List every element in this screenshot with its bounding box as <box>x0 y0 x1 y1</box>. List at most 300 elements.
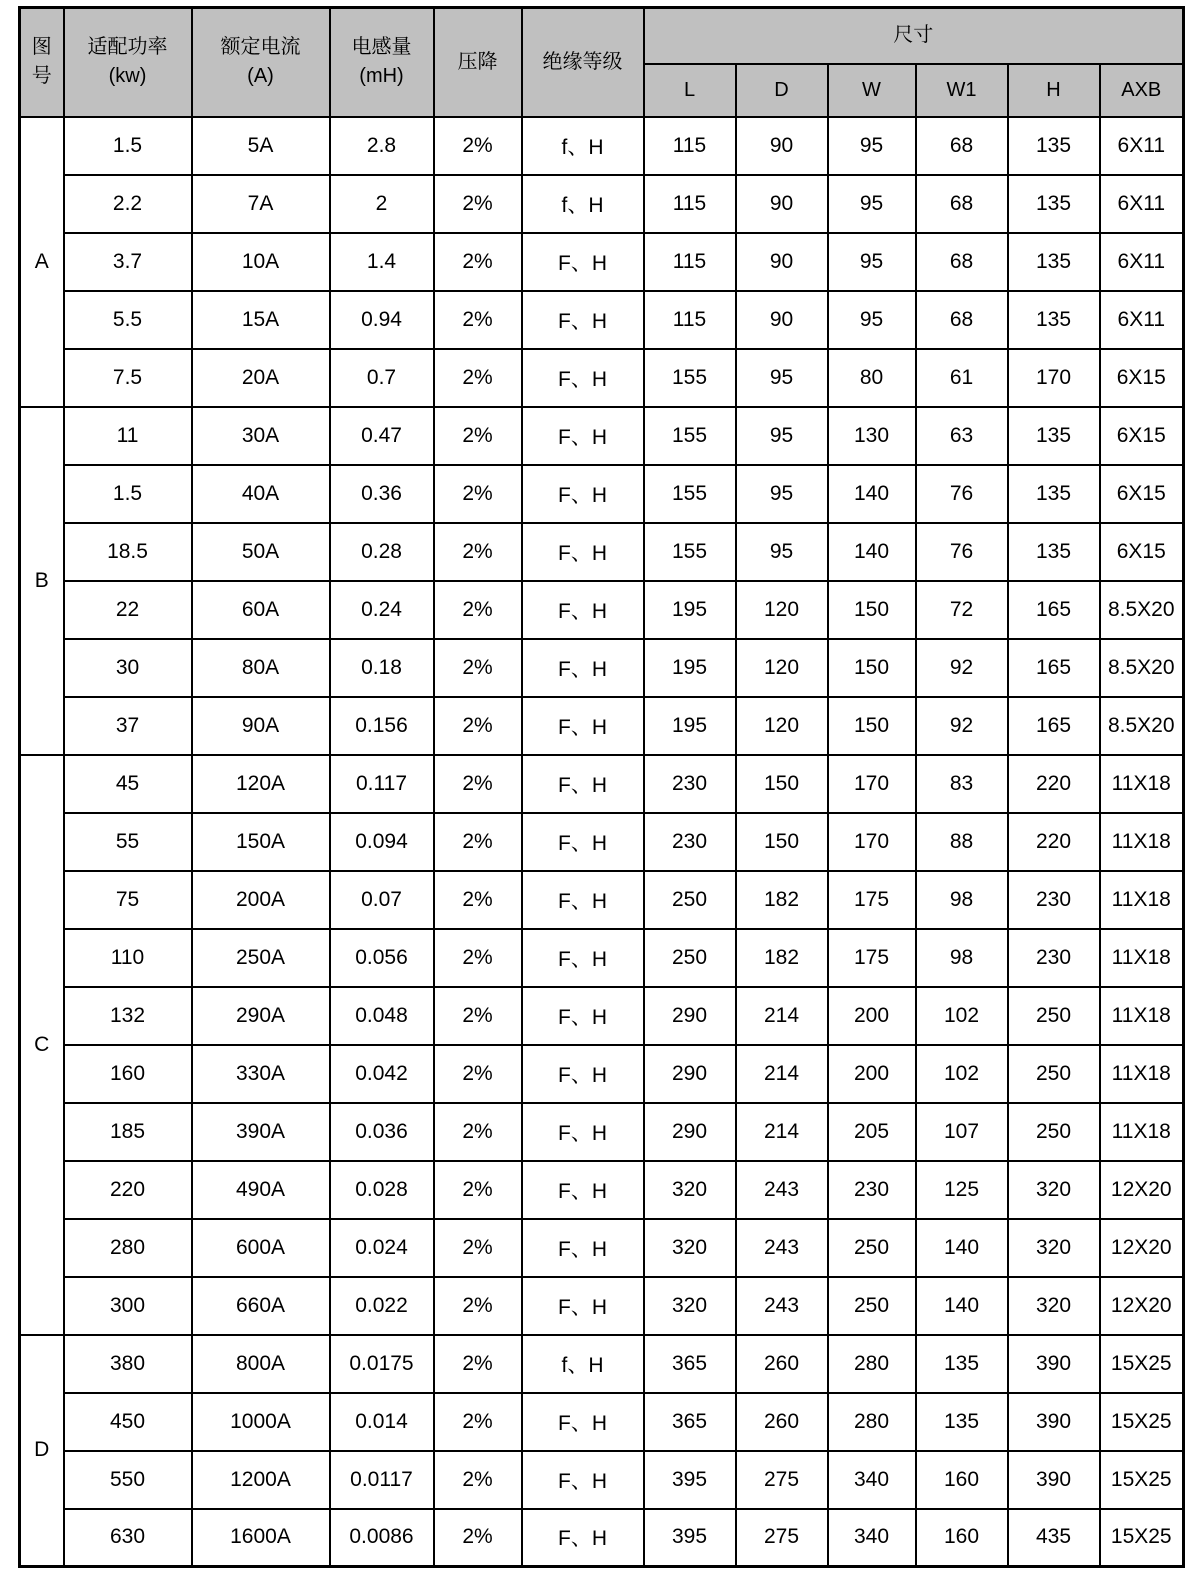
table-row <box>20 929 1184 987</box>
cell-voltage-drop: 2% <box>434 291 522 349</box>
cell-size-d: 214 <box>736 1103 828 1161</box>
cell-current: 1200A <box>192 1451 330 1509</box>
cell-insulation: F、H <box>522 697 644 755</box>
cell-voltage-drop: 2% <box>434 755 522 813</box>
col-header-current <box>192 8 330 117</box>
cell-size-axb: 6X15 <box>1100 465 1184 523</box>
cell-insulation: F、H <box>522 349 644 407</box>
cell-inductance: 0.024 <box>330 1219 434 1277</box>
cell-power: 5.5 <box>64 291 192 349</box>
figure-group-label: B <box>20 407 64 755</box>
table-row <box>20 1509 1184 1567</box>
col-header-size-d: D <box>736 64 828 117</box>
cell-power: 45 <box>64 755 192 813</box>
cell-size-w: 175 <box>828 929 916 987</box>
cell-current: 390A <box>192 1103 330 1161</box>
cell-size-l: 115 <box>644 117 736 175</box>
cell-size-w: 150 <box>828 639 916 697</box>
col-header-insulation: 绝缘等级 <box>522 8 644 117</box>
cell-size-axb: 11X18 <box>1100 871 1184 929</box>
cell-power: 1.5 <box>64 465 192 523</box>
cell-insulation: F、H <box>522 1277 644 1335</box>
cell-size-w1: 92 <box>916 697 1008 755</box>
cell-size-h: 390 <box>1008 1335 1100 1393</box>
cell-size-w: 140 <box>828 523 916 581</box>
cell-size-h: 320 <box>1008 1277 1100 1335</box>
cell-size-w1: 68 <box>916 291 1008 349</box>
table-row <box>20 117 1184 175</box>
table-row <box>20 697 1184 755</box>
cell-size-d: 150 <box>736 755 828 813</box>
cell-voltage-drop: 2% <box>434 175 522 233</box>
cell-power: 380 <box>64 1335 192 1393</box>
cell-size-w: 250 <box>828 1219 916 1277</box>
col-header-inductance <box>330 8 434 117</box>
cell-size-l: 115 <box>644 175 736 233</box>
cell-voltage-drop: 2% <box>434 233 522 291</box>
cell-voltage-drop: 2% <box>434 987 522 1045</box>
cell-current: 30A <box>192 407 330 465</box>
cell-size-l: 320 <box>644 1277 736 1335</box>
table-body <box>20 117 1184 1567</box>
col-header-size-w1: W1 <box>916 64 1008 117</box>
cell-insulation: F、H <box>522 755 644 813</box>
cell-size-h: 220 <box>1008 813 1100 871</box>
cell-size-w: 250 <box>828 1277 916 1335</box>
cell-power: 1.5 <box>64 117 192 175</box>
cell-insulation: f、H <box>522 117 644 175</box>
cell-inductance: 0.156 <box>330 697 434 755</box>
cell-power: 37 <box>64 697 192 755</box>
cell-inductance: 0.036 <box>330 1103 434 1161</box>
cell-power: 55 <box>64 813 192 871</box>
cell-insulation: F、H <box>522 987 644 1045</box>
cell-current: 5A <box>192 117 330 175</box>
cell-size-axb: 11X18 <box>1100 1045 1184 1103</box>
cell-insulation: F、H <box>522 1219 644 1277</box>
cell-insulation: F、H <box>522 1393 644 1451</box>
cell-size-w: 200 <box>828 1045 916 1103</box>
figure-group-label: A <box>20 117 64 407</box>
cell-inductance: 0.28 <box>330 523 434 581</box>
cell-current: 250A <box>192 929 330 987</box>
table-row <box>20 291 1184 349</box>
cell-size-d: 90 <box>736 175 828 233</box>
col-header-current-unit: (A) <box>247 65 274 88</box>
cell-size-d: 95 <box>736 349 828 407</box>
cell-size-axb: 11X18 <box>1100 987 1184 1045</box>
cell-power: 11 <box>64 407 192 465</box>
cell-size-w1: 135 <box>916 1335 1008 1393</box>
cell-insulation: F、H <box>522 1103 644 1161</box>
cell-current: 120A <box>192 755 330 813</box>
cell-size-w1: 63 <box>916 407 1008 465</box>
cell-size-w1: 160 <box>916 1509 1008 1567</box>
cell-size-d: 275 <box>736 1451 828 1509</box>
cell-size-l: 230 <box>644 813 736 871</box>
cell-inductance: 0.022 <box>330 1277 434 1335</box>
cell-inductance: 0.18 <box>330 639 434 697</box>
cell-size-w1: 140 <box>916 1219 1008 1277</box>
cell-size-w: 150 <box>828 697 916 755</box>
cell-power: 30 <box>64 639 192 697</box>
cell-size-w: 340 <box>828 1451 916 1509</box>
cell-voltage-drop: 2% <box>434 465 522 523</box>
cell-inductance: 1.4 <box>330 233 434 291</box>
cell-size-w1: 102 <box>916 987 1008 1045</box>
cell-inductance: 0.042 <box>330 1045 434 1103</box>
cell-voltage-drop: 2% <box>434 697 522 755</box>
cell-size-d: 95 <box>736 523 828 581</box>
cell-current: 200A <box>192 871 330 929</box>
cell-voltage-drop: 2% <box>434 1451 522 1509</box>
cell-inductance: 0.0117 <box>330 1451 434 1509</box>
cell-power: 630 <box>64 1509 192 1567</box>
cell-size-d: 95 <box>736 465 828 523</box>
cell-current: 290A <box>192 987 330 1045</box>
cell-voltage-drop: 2% <box>434 407 522 465</box>
table-row <box>20 871 1184 929</box>
col-header-voltage-drop: 压降 <box>434 8 522 117</box>
figure-group-label: C <box>20 755 64 1335</box>
cell-size-axb: 11X18 <box>1100 813 1184 871</box>
table-row <box>20 1045 1184 1103</box>
col-header-size-h: H <box>1008 64 1100 117</box>
table-row <box>20 349 1184 407</box>
table-row <box>20 987 1184 1045</box>
cell-size-w1: 140 <box>916 1277 1008 1335</box>
cell-power: 185 <box>64 1103 192 1161</box>
cell-size-l: 115 <box>644 233 736 291</box>
table-row <box>20 581 1184 639</box>
cell-size-d: 243 <box>736 1161 828 1219</box>
cell-voltage-drop: 2% <box>434 523 522 581</box>
col-header-size: 尺寸 <box>644 8 1184 64</box>
cell-inductance: 0.0175 <box>330 1335 434 1393</box>
cell-size-d: 243 <box>736 1219 828 1277</box>
cell-current: 10A <box>192 233 330 291</box>
cell-current: 20A <box>192 349 330 407</box>
cell-size-h: 230 <box>1008 871 1100 929</box>
spec-table <box>18 6 1185 1568</box>
cell-size-w: 130 <box>828 407 916 465</box>
figure-group-label: D <box>20 1335 64 1567</box>
cell-current: 50A <box>192 523 330 581</box>
cell-insulation: F、H <box>522 1161 644 1219</box>
cell-size-w1: 88 <box>916 813 1008 871</box>
cell-voltage-drop: 2% <box>434 581 522 639</box>
cell-voltage-drop: 2% <box>434 117 522 175</box>
cell-size-w1: 98 <box>916 871 1008 929</box>
cell-size-w: 200 <box>828 987 916 1045</box>
cell-size-w1: 68 <box>916 175 1008 233</box>
col-header-power-unit: (kw) <box>108 65 147 88</box>
cell-size-w1: 83 <box>916 755 1008 813</box>
cell-insulation: F、H <box>522 1509 644 1567</box>
cell-size-w: 150 <box>828 581 916 639</box>
cell-size-axb: 6X15 <box>1100 523 1184 581</box>
cell-voltage-drop: 2% <box>434 813 522 871</box>
cell-current: 660A <box>192 1277 330 1335</box>
cell-size-axb: 6X11 <box>1100 291 1184 349</box>
cell-power: 3.7 <box>64 233 192 291</box>
cell-voltage-drop: 2% <box>434 1509 522 1567</box>
cell-size-d: 260 <box>736 1393 828 1451</box>
cell-size-d: 260 <box>736 1335 828 1393</box>
cell-power: 18.5 <box>64 523 192 581</box>
table-row <box>20 523 1184 581</box>
cell-inductance: 0.0086 <box>330 1509 434 1567</box>
cell-voltage-drop: 2% <box>434 871 522 929</box>
cell-size-l: 365 <box>644 1335 736 1393</box>
cell-power: 75 <box>64 871 192 929</box>
cell-size-axb: 12X20 <box>1100 1161 1184 1219</box>
cell-size-axb: 11X18 <box>1100 1103 1184 1161</box>
cell-insulation: F、H <box>522 929 644 987</box>
cell-size-l: 395 <box>644 1509 736 1567</box>
cell-size-d: 120 <box>736 581 828 639</box>
cell-size-l: 290 <box>644 987 736 1045</box>
cell-size-l: 320 <box>644 1161 736 1219</box>
cell-size-d: 95 <box>736 407 828 465</box>
cell-size-w: 95 <box>828 117 916 175</box>
cell-size-l: 365 <box>644 1393 736 1451</box>
cell-size-w1: 68 <box>916 233 1008 291</box>
cell-size-w1: 76 <box>916 465 1008 523</box>
cell-power: 22 <box>64 581 192 639</box>
cell-size-h: 250 <box>1008 987 1100 1045</box>
cell-size-d: 214 <box>736 1045 828 1103</box>
cell-size-axb: 11X18 <box>1100 755 1184 813</box>
cell-power: 2.2 <box>64 175 192 233</box>
cell-size-h: 390 <box>1008 1451 1100 1509</box>
cell-insulation: F、H <box>522 465 644 523</box>
col-header-size-axb: AXB <box>1100 64 1184 117</box>
cell-current: 15A <box>192 291 330 349</box>
cell-size-w1: 135 <box>916 1393 1008 1451</box>
table-row <box>20 1219 1184 1277</box>
cell-size-l: 155 <box>644 349 736 407</box>
cell-inductance: 0.014 <box>330 1393 434 1451</box>
cell-current: 1000A <box>192 1393 330 1451</box>
cell-size-h: 135 <box>1008 291 1100 349</box>
cell-voltage-drop: 2% <box>434 1045 522 1103</box>
cell-size-h: 135 <box>1008 407 1100 465</box>
cell-size-d: 182 <box>736 871 828 929</box>
cell-size-w1: 72 <box>916 581 1008 639</box>
cell-size-w: 175 <box>828 871 916 929</box>
cell-inductance: 0.028 <box>330 1161 434 1219</box>
cell-size-h: 320 <box>1008 1219 1100 1277</box>
cell-size-h: 320 <box>1008 1161 1100 1219</box>
cell-size-w1: 68 <box>916 117 1008 175</box>
cell-insulation: F、H <box>522 871 644 929</box>
cell-power: 220 <box>64 1161 192 1219</box>
cell-size-d: 90 <box>736 291 828 349</box>
cell-size-l: 250 <box>644 871 736 929</box>
cell-size-h: 135 <box>1008 117 1100 175</box>
cell-size-axb: 15X25 <box>1100 1451 1184 1509</box>
cell-size-axb: 8.5X20 <box>1100 639 1184 697</box>
cell-insulation: F、H <box>522 407 644 465</box>
table-row <box>20 407 1184 465</box>
table-header <box>20 8 1184 117</box>
cell-power: 300 <box>64 1277 192 1335</box>
cell-inductance: 0.7 <box>330 349 434 407</box>
cell-size-axb: 8.5X20 <box>1100 581 1184 639</box>
cell-voltage-drop: 2% <box>434 1393 522 1451</box>
table-row <box>20 1393 1184 1451</box>
cell-size-l: 155 <box>644 465 736 523</box>
table-row <box>20 233 1184 291</box>
cell-size-d: 243 <box>736 1277 828 1335</box>
cell-voltage-drop: 2% <box>434 1277 522 1335</box>
cell-size-axb: 15X25 <box>1100 1335 1184 1393</box>
cell-voltage-drop: 2% <box>434 349 522 407</box>
col-header-power <box>64 8 192 117</box>
cell-size-w: 95 <box>828 233 916 291</box>
cell-power: 450 <box>64 1393 192 1451</box>
col-header-power-label: 适配功率 <box>87 36 168 59</box>
cell-size-d: 150 <box>736 813 828 871</box>
cell-insulation: F、H <box>522 1451 644 1509</box>
cell-power: 280 <box>64 1219 192 1277</box>
cell-size-w1: 61 <box>916 349 1008 407</box>
table-row <box>20 1161 1184 1219</box>
cell-inductance: 0.36 <box>330 465 434 523</box>
cell-voltage-drop: 2% <box>434 1219 522 1277</box>
cell-insulation: f、H <box>522 1335 644 1393</box>
cell-size-w: 95 <box>828 291 916 349</box>
cell-size-l: 195 <box>644 581 736 639</box>
cell-size-w: 170 <box>828 813 916 871</box>
table-row <box>20 465 1184 523</box>
cell-size-w1: 92 <box>916 639 1008 697</box>
cell-size-axb: 11X18 <box>1100 929 1184 987</box>
cell-size-d: 120 <box>736 639 828 697</box>
cell-size-h: 220 <box>1008 755 1100 813</box>
cell-size-w1: 76 <box>916 523 1008 581</box>
cell-size-d: 90 <box>736 233 828 291</box>
cell-size-h: 165 <box>1008 639 1100 697</box>
cell-current: 90A <box>192 697 330 755</box>
cell-inductance: 0.056 <box>330 929 434 987</box>
cell-size-h: 390 <box>1008 1393 1100 1451</box>
cell-size-h: 135 <box>1008 465 1100 523</box>
cell-size-l: 230 <box>644 755 736 813</box>
cell-size-axb: 12X20 <box>1100 1219 1184 1277</box>
cell-size-l: 250 <box>644 929 736 987</box>
cell-inductance: 0.94 <box>330 291 434 349</box>
cell-size-axb: 15X25 <box>1100 1393 1184 1451</box>
cell-size-axb: 6X15 <box>1100 407 1184 465</box>
cell-size-h: 135 <box>1008 523 1100 581</box>
cell-size-h: 435 <box>1008 1509 1100 1567</box>
table-row <box>20 813 1184 871</box>
cell-size-w: 80 <box>828 349 916 407</box>
table-row <box>20 1103 1184 1161</box>
cell-current: 80A <box>192 639 330 697</box>
cell-inductance: 0.24 <box>330 581 434 639</box>
cell-size-w1: 102 <box>916 1045 1008 1103</box>
cell-insulation: f、H <box>522 175 644 233</box>
cell-current: 40A <box>192 465 330 523</box>
cell-current: 600A <box>192 1219 330 1277</box>
cell-size-h: 135 <box>1008 175 1100 233</box>
cell-size-axb: 12X20 <box>1100 1277 1184 1335</box>
cell-size-l: 195 <box>644 639 736 697</box>
cell-size-w1: 160 <box>916 1451 1008 1509</box>
cell-size-w1: 107 <box>916 1103 1008 1161</box>
cell-size-h: 165 <box>1008 581 1100 639</box>
table-row <box>20 1451 1184 1509</box>
cell-size-h: 165 <box>1008 697 1100 755</box>
cell-size-axb: 15X25 <box>1100 1509 1184 1567</box>
cell-insulation: F、H <box>522 233 644 291</box>
cell-size-axb: 6X11 <box>1100 233 1184 291</box>
cell-power: 550 <box>64 1451 192 1509</box>
cell-inductance: 2.8 <box>330 117 434 175</box>
cell-voltage-drop: 2% <box>434 1335 522 1393</box>
cell-size-w: 205 <box>828 1103 916 1161</box>
cell-insulation: F、H <box>522 581 644 639</box>
col-header-inductance-label: 电感量 <box>351 36 412 59</box>
cell-insulation: F、H <box>522 639 644 697</box>
cell-inductance: 0.47 <box>330 407 434 465</box>
cell-power: 110 <box>64 929 192 987</box>
table-row <box>20 1335 1184 1393</box>
cell-size-h: 170 <box>1008 349 1100 407</box>
cell-voltage-drop: 2% <box>434 1103 522 1161</box>
cell-inductance: 0.07 <box>330 871 434 929</box>
cell-size-w: 170 <box>828 755 916 813</box>
table-row <box>20 1277 1184 1335</box>
cell-voltage-drop: 2% <box>434 1161 522 1219</box>
cell-current: 1600A <box>192 1509 330 1567</box>
cell-size-w: 230 <box>828 1161 916 1219</box>
cell-size-axb: 6X11 <box>1100 117 1184 175</box>
cell-power: 132 <box>64 987 192 1045</box>
cell-size-w: 280 <box>828 1393 916 1451</box>
cell-current: 490A <box>192 1161 330 1219</box>
cell-size-l: 115 <box>644 291 736 349</box>
cell-size-h: 135 <box>1008 233 1100 291</box>
cell-size-axb: 6X15 <box>1100 349 1184 407</box>
cell-voltage-drop: 2% <box>434 639 522 697</box>
header-row-1 <box>20 8 1184 64</box>
cell-size-d: 90 <box>736 117 828 175</box>
cell-size-l: 155 <box>644 523 736 581</box>
cell-size-d: 182 <box>736 929 828 987</box>
cell-inductance: 0.117 <box>330 755 434 813</box>
cell-current: 60A <box>192 581 330 639</box>
cell-power: 160 <box>64 1045 192 1103</box>
cell-current: 7A <box>192 175 330 233</box>
cell-size-w: 340 <box>828 1509 916 1567</box>
cell-insulation: F、H <box>522 1045 644 1103</box>
cell-size-d: 275 <box>736 1509 828 1567</box>
col-header-size-l: L <box>644 64 736 117</box>
cell-size-d: 214 <box>736 987 828 1045</box>
cell-insulation: F、H <box>522 291 644 349</box>
cell-size-l: 195 <box>644 697 736 755</box>
cell-size-l: 395 <box>644 1451 736 1509</box>
cell-power: 7.5 <box>64 349 192 407</box>
cell-voltage-drop: 2% <box>434 929 522 987</box>
table-row <box>20 639 1184 697</box>
cell-current: 330A <box>192 1045 330 1103</box>
col-header-current-label: 额定电流 <box>220 36 301 59</box>
